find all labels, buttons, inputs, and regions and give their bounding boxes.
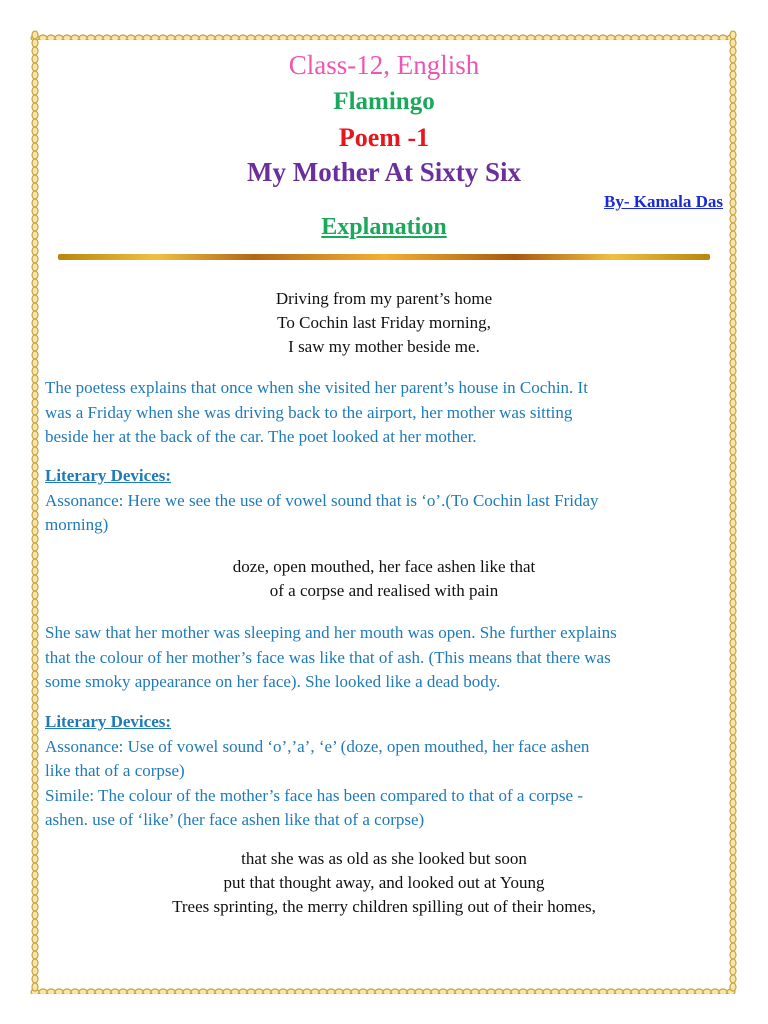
literary-devices-2 <box>45 710 725 833</box>
explanation-line: The poetess explains that once when she visited her parent’s house in Cochin. It <box>45 378 588 397</box>
explanation-line: that the colour of her mother’s face was like that of ash. (This means that there was <box>45 647 611 667</box>
stanza-1 <box>44 287 724 359</box>
page-border-bottom <box>30 984 738 994</box>
verse-line: Driving from my parent’s home <box>275 289 493 308</box>
explanation-line: was a Friday when she was driving back to the airport, her mother was sitting <box>45 402 573 422</box>
author-link[interactable]: By- Kamala Das <box>604 192 723 211</box>
verse-line: of a corpse and realised with pain <box>269 581 499 600</box>
poem-number-heading: Poem -1 <box>338 123 430 152</box>
chain-border-right-icon <box>728 30 738 994</box>
literary-devices-heading: Literary Devices: <box>45 466 172 485</box>
verse-line: To Cochin last Friday morning, <box>277 313 491 332</box>
page-border-left <box>30 30 40 994</box>
literary-devices-heading: Literary Devices: <box>45 712 172 731</box>
verse-line: I saw my mother beside me. <box>288 337 480 356</box>
class-heading: Class-12, English <box>288 50 480 80</box>
verse-line: Trees sprinting, the merry children spilling out of their homes, <box>172 897 596 916</box>
device-line: Assonance: Here we see the use of vowel sound that is ‘o’.(To Cochin last Friday <box>45 490 599 510</box>
device-line: Simile: The colour of the mother’s face has been compared to that of a corpse - <box>45 785 583 805</box>
book-heading: Flamingo <box>333 88 435 115</box>
verse-line: that she was as old as she looked but soon <box>241 849 527 868</box>
stanza-3 <box>44 847 724 919</box>
gold-rule-divider <box>58 254 710 260</box>
chain-border-bottom-icon <box>30 987 738 994</box>
explanation-1 <box>45 376 725 450</box>
verse-line: put that thought away, and looked out at Young <box>223 873 545 892</box>
device-line: like that of a corpse) <box>45 761 185 780</box>
section-heading: Explanation <box>321 214 447 240</box>
explanation-line: beside her at the back of the car. The poet looked at her mother. <box>45 427 477 446</box>
explanation-line: some smoky appearance on her face). She looked like a dead body. <box>45 672 501 691</box>
device-line: morning) <box>45 515 109 534</box>
poem-title: My Mother At Sixty Six <box>247 157 521 187</box>
page-border-right <box>728 30 738 994</box>
explanation-line: She saw that her mother was sleeping and her mouth was open. She further explains <box>45 623 617 642</box>
chain-border-top-icon <box>30 33 738 40</box>
device-line: Assonance: Use of vowel sound ‘o’,’a’, ‘e’ (doze, open mouthed, her face ashen <box>45 736 590 756</box>
chain-border-left-icon <box>30 30 40 994</box>
page-border-top <box>30 30 738 40</box>
literary-devices-1 <box>45 464 725 538</box>
stanza-2 <box>44 555 724 603</box>
explanation-2 <box>45 621 725 695</box>
verse-line: doze, open mouthed, her face ashen like that <box>232 557 536 576</box>
device-line: ashen. use of ‘like’ (her face ashen like that of a corpse) <box>45 810 425 829</box>
